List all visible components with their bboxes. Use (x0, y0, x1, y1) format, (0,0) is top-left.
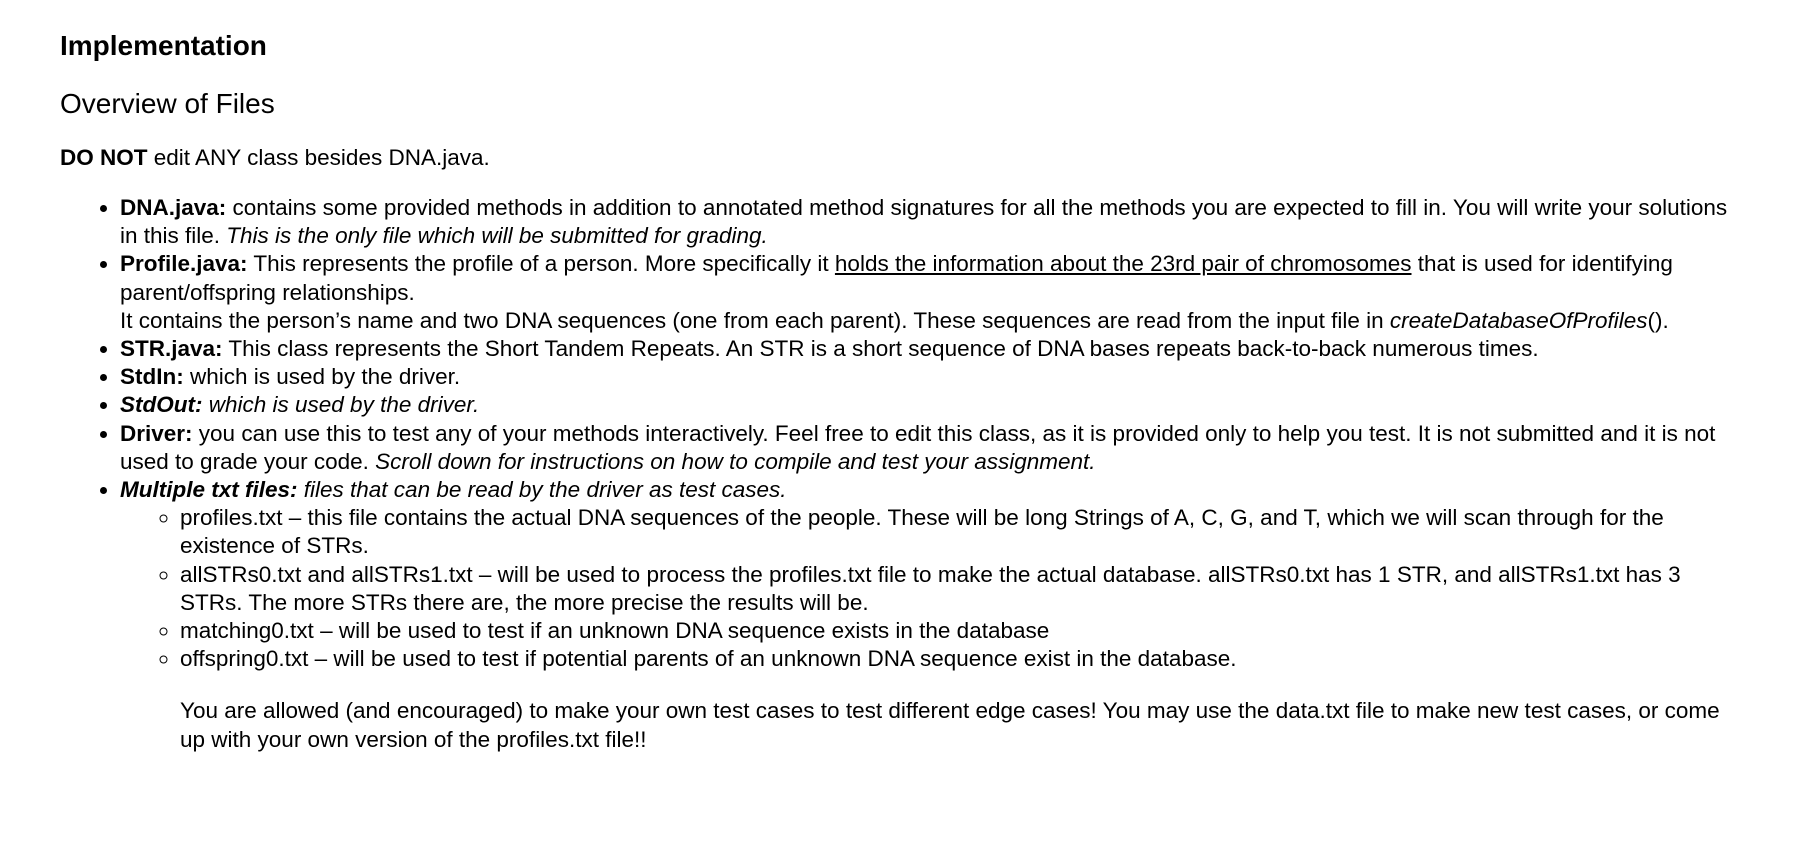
section-title: Implementation (60, 30, 267, 61)
subsection-title: Overview of Files (60, 88, 275, 119)
txt-file-item-allstrs: ◦ allSTRs0.txt and allSTRs1.txt – will be used to process the profiles.txt file to make the actual database. allSTRs0.txt has 1 STR, and allSTRs1.txt has 3 STRs. The more STRs there are, the more precise the results will be. (180, 561, 1736, 617)
file-name: STR.java: (120, 336, 223, 362)
edit-warning (60, 144, 1736, 172)
file-description-cont: that is used for identifying parent/offspring relationships. (120, 251, 1673, 305)
file-item-txt-files (120, 476, 1736, 754)
file-description: contains some provided methods in addition to annotated method signatures for all the methods you are expected to fill in. You will write your solutions in this file. (120, 195, 1728, 249)
file-name: Profile.java: (120, 251, 248, 277)
file-name: StdOut: (120, 392, 203, 418)
file-description: which is used by the driver. (183, 364, 461, 390)
file-name: Multiple txt files: (120, 477, 298, 503)
file-description: This class represents the Short Tandem Repeats. An STR is a short sequence of DNA bases repeats back-to-back numerous times. (222, 336, 1539, 362)
method-suffix: (). (1647, 307, 1669, 333)
warning-text: edit ANY class besides DNA.java. (147, 145, 490, 170)
warning-strong: DO NOT (60, 145, 148, 170)
txt-file-item-profiles: ◦ profiles.txt – this file contains the actual DNA sequences of the people. These will be long Strings of A, C, G, and T, which we will scan through for the existence of STRs. (180, 504, 1736, 560)
file-description-line2: It contains the person’s name and two DNA sequences (one from each parent). These sequences are read from the input file in (120, 307, 1390, 333)
file-item-dna-java (120, 194, 1736, 250)
file-description: you can use this to test any of your methods interactively. Feel free to edit this class, as it is provided only to help you test. It is not submitted and it is not used to grade your code. (120, 420, 1716, 474)
file-item-stdin (120, 363, 1736, 391)
file-description: This represents the profile of a person. More specifically it (247, 251, 835, 277)
txt-file-item-offspring: ◦ offspring0.txt – will be used to test if potential parents of an unknown DNA sequence exist in the database. (180, 645, 1736, 673)
file-description: files that can be read by the driver as test cases. (297, 477, 787, 503)
file-name: DNA.java: (120, 195, 227, 220)
file-name: Driver: (120, 420, 193, 446)
test-cases-note: You are allowed (and encouraged) to make your own test cases to test different edge cases! You may use the data.txt file to make new test cases, or come up with your own version of the profiles.txt file!! (180, 698, 1720, 752)
file-description: which is used by the driver. (202, 392, 480, 418)
file-item-str-java (120, 335, 1736, 363)
file-emphasis: Scroll down for instructions on how to compile and test your assignment. (375, 448, 1096, 474)
file-item-driver (120, 420, 1736, 476)
file-list (60, 194, 1736, 754)
txt-file-list (120, 504, 1736, 673)
file-emphasis: This is the only file which will be submitted for grading. (226, 223, 768, 249)
txt-file-item-matching: ◦ matching0.txt – will be used to test if an unknown DNA sequence exists in the database (180, 617, 1736, 645)
file-name: StdIn: (120, 364, 184, 390)
file-item-profile-java (120, 250, 1736, 335)
chromosome-link[interactable]: holds the information about the 23rd pair of chromosomes (834, 251, 1412, 277)
method-name: createDatabaseOfProfiles (1389, 307, 1648, 333)
file-item-stdout (120, 391, 1736, 419)
